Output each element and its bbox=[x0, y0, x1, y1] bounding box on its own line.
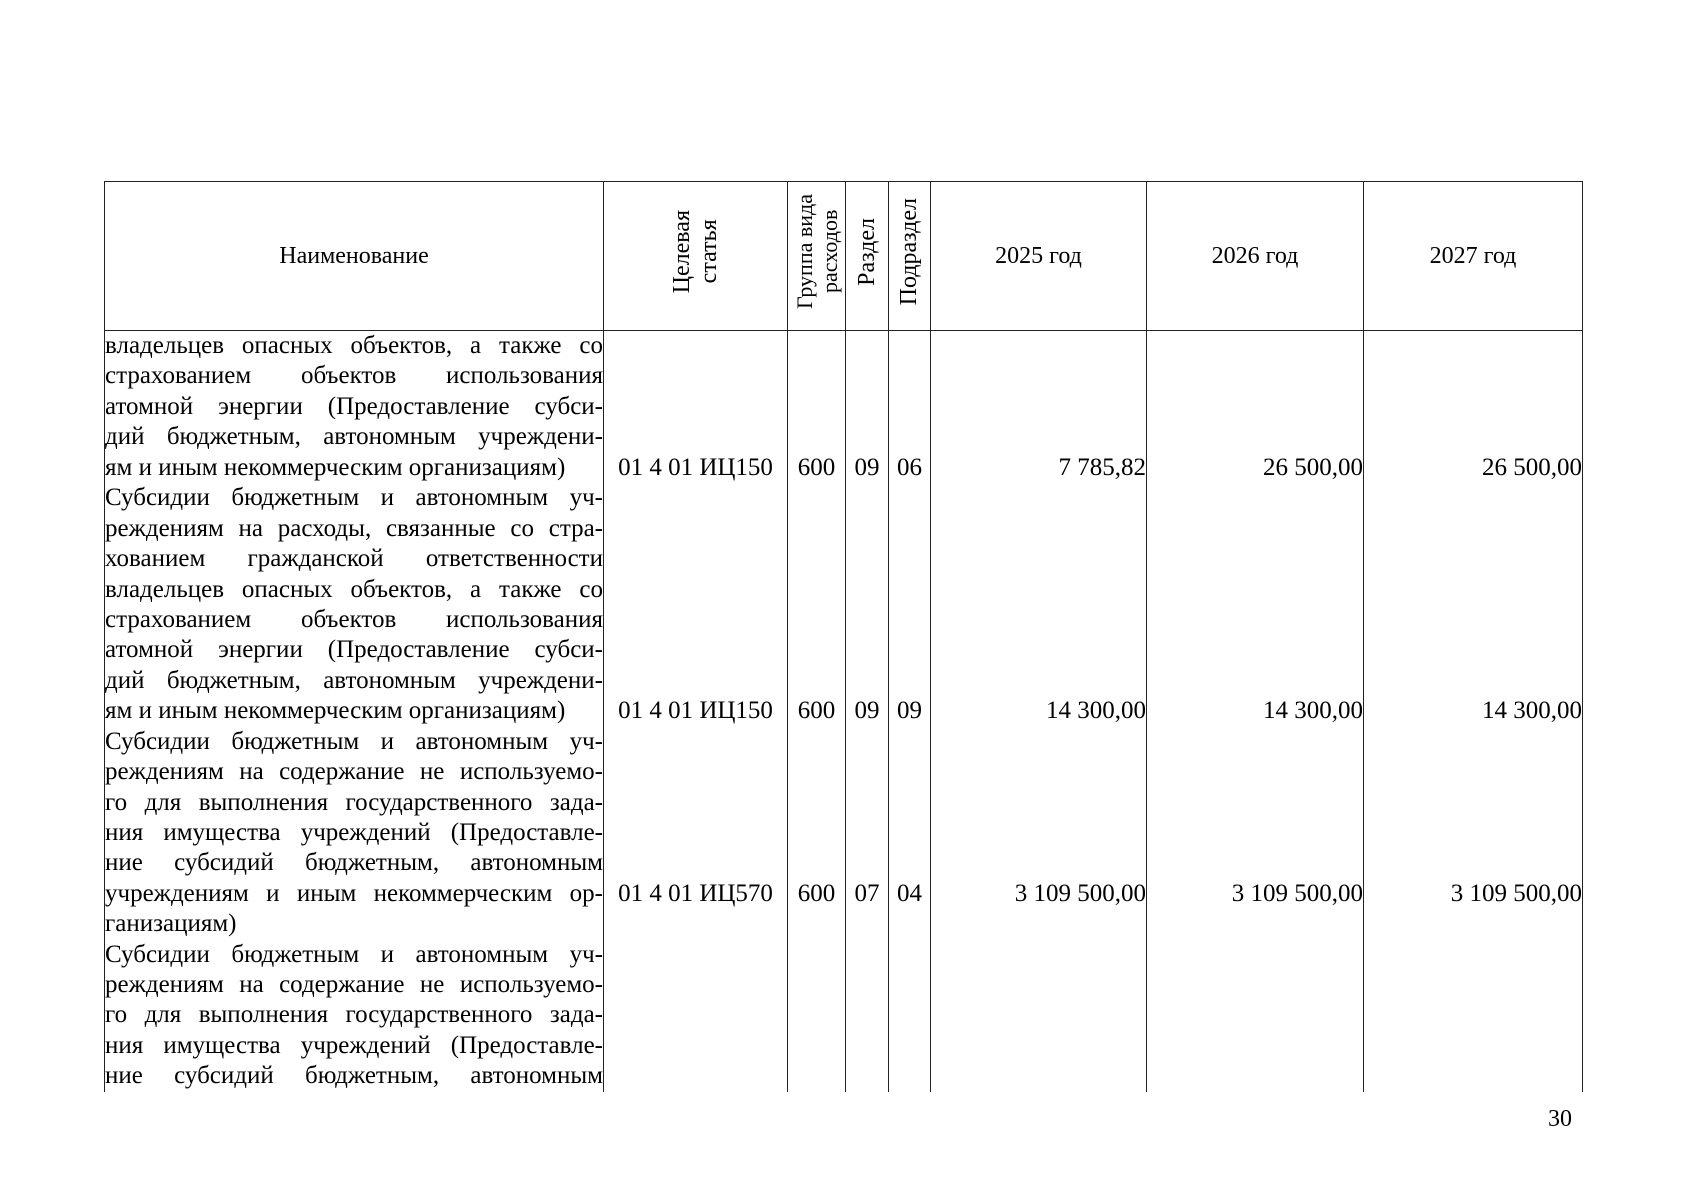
header-target-article: Целевая статья bbox=[604, 182, 788, 331]
row-razdel bbox=[846, 727, 889, 940]
row-amount-2025-value: 7 785,82 bbox=[1058, 454, 1146, 481]
header-name: Наименование bbox=[105, 182, 604, 331]
row-target-article-value: 01 4 01 ИЦ570 bbox=[618, 879, 773, 907]
row-amount-2026-value: 3 109 500,00 bbox=[1231, 879, 1363, 907]
row-amount-2026 bbox=[1147, 331, 1364, 484]
header-year-2026: 2026 год bbox=[1147, 182, 1364, 331]
row-name-line: ния имущества учреждений (Предоставле- bbox=[105, 819, 603, 847]
row-amount-2027 bbox=[1364, 331, 1583, 484]
row-expense-group bbox=[788, 331, 846, 484]
row-name-line: владельцев опасных объектов, а также со bbox=[105, 332, 603, 359]
row-target-article bbox=[604, 331, 788, 484]
row-razdel-value: 07 bbox=[854, 879, 880, 907]
row-name-line: ям и иным некоммерческим организациям) bbox=[105, 697, 566, 725]
row-amount-2025 bbox=[931, 727, 1147, 940]
row-expense-group-value: 600 bbox=[797, 454, 836, 481]
row-expense-group-value: 600 bbox=[797, 697, 836, 725]
row-target-article bbox=[604, 727, 788, 940]
header-year-2027: 2027 год bbox=[1364, 182, 1583, 331]
row-amount-2025-value: 3 109 500,00 bbox=[1014, 879, 1146, 907]
row-amount-2027 bbox=[1364, 483, 1583, 726]
row-name-cell bbox=[105, 940, 604, 1092]
row-target-article-value: 01 4 01 ИЦ150 bbox=[618, 454, 773, 481]
row-amount-2025 bbox=[931, 940, 1147, 1092]
row-amount-2025 bbox=[931, 483, 1147, 726]
row-amount-2027-value: 26 500,00 bbox=[1482, 454, 1582, 481]
row-name-line: Субсидии бюджетным и автономным уч- bbox=[105, 940, 603, 968]
row-podrazdel bbox=[889, 483, 931, 726]
row-podrazdel-value: 06 bbox=[897, 454, 922, 481]
row-name-line: страхованием объектов использования bbox=[105, 606, 603, 634]
table-row bbox=[105, 940, 1583, 1092]
row-name-line: дий бюджетным, автономным учреждени- bbox=[105, 666, 603, 694]
row-name-line: реждениям на расходы, связанные со стра- bbox=[105, 514, 603, 542]
row-podrazdel bbox=[889, 727, 931, 940]
row-podrazdel bbox=[889, 940, 931, 1092]
row-target-article bbox=[604, 940, 788, 1092]
header-razdel: Раздел bbox=[846, 182, 889, 331]
row-amount-2026-value: 26 500,00 bbox=[1263, 454, 1363, 481]
header-year-2025: 2025 год bbox=[931, 182, 1147, 331]
row-amount-2026-value: 14 300,00 bbox=[1263, 697, 1363, 725]
row-name-line: Субсидии бюджетным и автономным уч- bbox=[105, 484, 603, 512]
row-amount-2027-value: 14 300,00 bbox=[1482, 697, 1582, 725]
row-name-line: реждениям на содержание не используемо- bbox=[105, 971, 603, 999]
row-razdel bbox=[846, 331, 889, 484]
row-podrazdel-value: 04 bbox=[897, 879, 922, 907]
row-name-line: го для выполнения государственного зада- bbox=[105, 788, 603, 816]
row-amount-2027-value: 3 109 500,00 bbox=[1450, 879, 1582, 907]
row-expense-group bbox=[788, 727, 846, 940]
row-name-line: ния имущества учреждений (Предоставле- bbox=[105, 1031, 603, 1059]
row-amount-2026 bbox=[1147, 483, 1364, 726]
row-name-line: го для выполнения государственного зада- bbox=[105, 1001, 603, 1029]
row-name-line: страхованием объектов использования bbox=[105, 362, 603, 390]
row-name-line: владельцев опасных объектов, а также со bbox=[105, 575, 603, 603]
row-amount-2027 bbox=[1364, 727, 1583, 940]
row-name-cell bbox=[105, 331, 604, 484]
row-podrazdel-value: 09 bbox=[897, 697, 922, 725]
header-expense-group: Группа вида расходов bbox=[788, 182, 846, 331]
row-expense-group bbox=[788, 483, 846, 726]
row-amount-2025 bbox=[931, 331, 1147, 484]
row-expense-group bbox=[788, 940, 846, 1092]
row-name-line: ние субсидий бюджетным, автономным bbox=[105, 849, 603, 877]
row-amount-2026 bbox=[1147, 727, 1364, 940]
row-razdel-value: 09 bbox=[854, 454, 880, 481]
row-name-line: ние субсидий бюджетным, автономным bbox=[105, 1062, 603, 1090]
row-target-article bbox=[604, 483, 788, 726]
header-podrazdel: Подраздел bbox=[889, 182, 931, 331]
page-number: 30 bbox=[1548, 1106, 1572, 1132]
row-name-line: учреждениям и иным некоммерческим ор- bbox=[105, 879, 603, 907]
row-razdel bbox=[846, 483, 889, 726]
row-name-line: атомной энергии (Предоставление субси- bbox=[105, 636, 603, 664]
row-name-cell bbox=[105, 483, 604, 726]
row-name-line: дий бюджетным, автономным учреждени- bbox=[105, 423, 603, 451]
row-name-cell bbox=[105, 727, 604, 940]
row-name-line: Субсидии бюджетным и автономным уч- bbox=[105, 727, 603, 755]
row-name-line: атомной энергии (Предоставление субси- bbox=[105, 392, 603, 420]
row-amount-2027 bbox=[1364, 940, 1583, 1092]
table-row bbox=[105, 331, 1583, 484]
row-razdel-value: 09 bbox=[854, 697, 880, 725]
row-amount-2025-value: 14 300,00 bbox=[1046, 697, 1146, 725]
row-name-line: хованием гражданской ответственности bbox=[105, 545, 603, 573]
table-row bbox=[105, 483, 1583, 726]
table-row bbox=[105, 727, 1583, 940]
row-podrazdel bbox=[889, 331, 931, 484]
row-target-article-value: 01 4 01 ИЦ150 bbox=[618, 697, 773, 725]
row-name-line: ям и иным некоммерческим организациям) bbox=[105, 453, 566, 481]
row-razdel bbox=[846, 940, 889, 1092]
row-amount-2026 bbox=[1147, 940, 1364, 1092]
table-header-row bbox=[105, 182, 1583, 331]
row-name-line: ганизациям) bbox=[105, 910, 237, 938]
row-name-line: реждениям на содержание не используемо- bbox=[105, 758, 603, 786]
row-expense-group-value: 600 bbox=[797, 879, 836, 907]
budget-table bbox=[104, 181, 1583, 1092]
